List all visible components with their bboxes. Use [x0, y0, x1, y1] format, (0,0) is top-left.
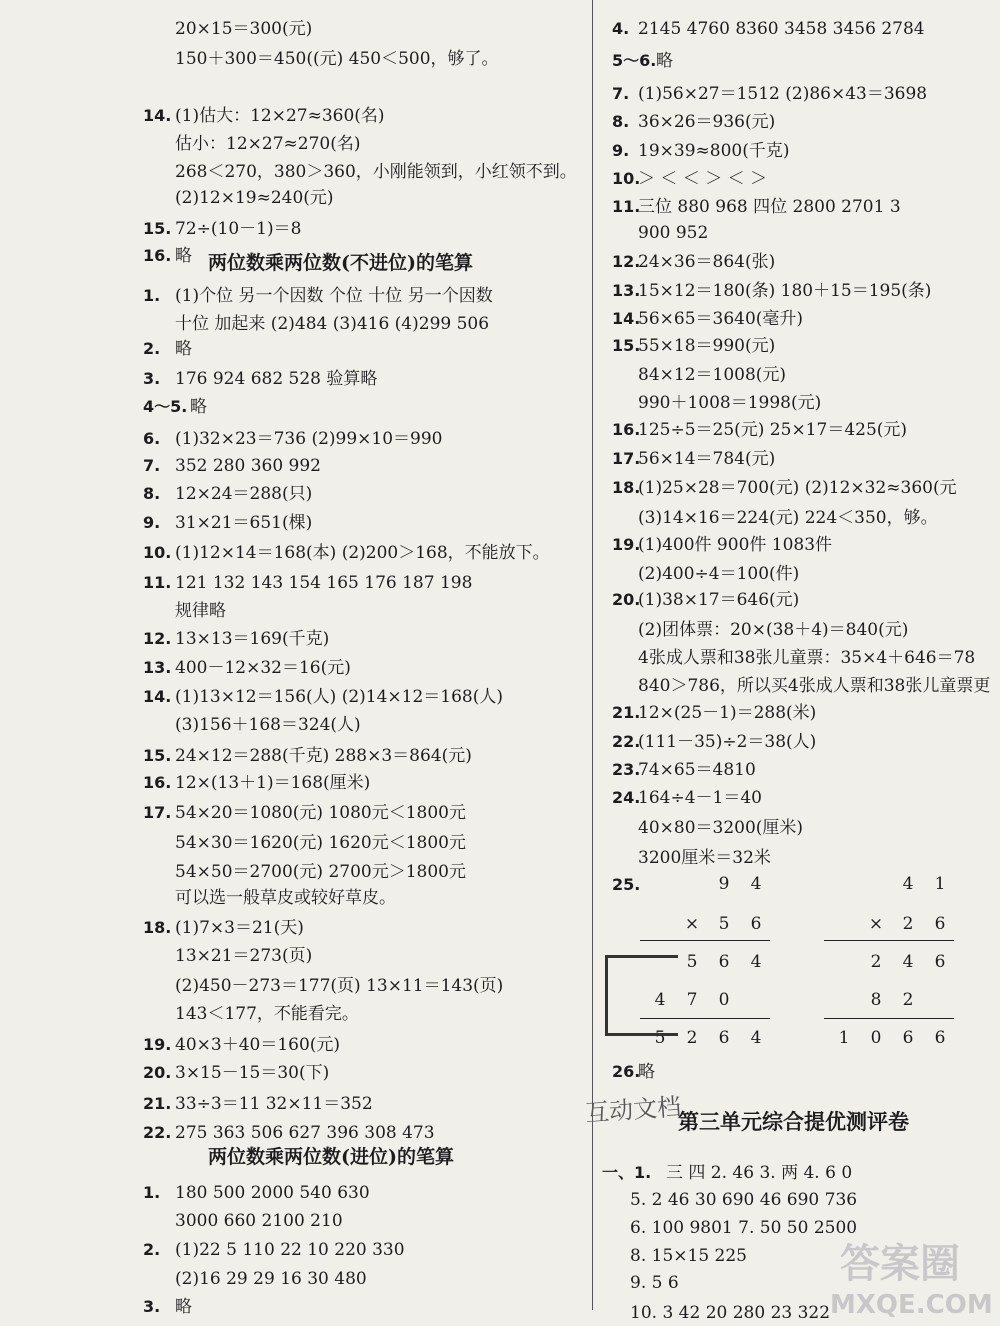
question-number: 26.: [612, 1062, 641, 1081]
answer-text: 12×(25－1)＝288(米): [638, 703, 817, 723]
digit-cell: 1: [838, 1028, 850, 1048]
question-number: 9.: [612, 141, 630, 160]
answer-text: ＞ ＜ ＜ ＞ ＜ ＞: [638, 169, 768, 189]
question-number: 21.: [143, 1094, 172, 1113]
question-number: 21.: [612, 703, 641, 722]
question-number: 19.: [143, 1035, 172, 1054]
answer-text: 56×65＝3640(毫升): [638, 309, 804, 329]
question-number: 20.: [143, 1063, 172, 1082]
answer-text: (2)450－273＝177(页) 13×11＝143(页): [175, 976, 504, 996]
digit-cell: 0: [718, 990, 730, 1010]
question-number: 12.: [612, 252, 641, 271]
digit-cell: 6: [934, 914, 946, 934]
digit-cell: 0: [870, 1028, 882, 1048]
question-number: 22.: [143, 1123, 172, 1142]
digit-cell: 4: [902, 874, 914, 894]
digit-cell: 6: [750, 914, 762, 934]
answer-text: 2145 4760 8360 3458 3456 2784: [638, 19, 925, 39]
section-heading: 第三单元综合提优测评卷: [678, 1109, 909, 1134]
question-number: 4.: [612, 19, 630, 38]
answer-text: 74×65＝4810: [638, 760, 756, 780]
digit-cell: 4: [902, 952, 914, 972]
digit-cell: 2: [686, 1028, 698, 1048]
question-number: 2.: [143, 339, 161, 358]
question-number: 23.: [612, 760, 641, 779]
answer-text: 三 四 2. 46 3. 两 4. 6 0: [666, 1163, 853, 1183]
answer-text: 31×21＝651(棵): [175, 513, 313, 533]
question-number: 22.: [612, 732, 641, 751]
answer-text: 略: [175, 339, 192, 359]
answer-text: 略: [656, 51, 673, 71]
answer-text: 33÷3＝11 32×11＝352: [175, 1094, 373, 1114]
answer-text: 24×36＝864(张): [638, 252, 776, 272]
answer-text: (111－35)÷2＝38(人): [638, 732, 817, 752]
question-number: 14.: [143, 687, 172, 706]
answer-text: (1)32×23＝736 (2)99×10＝990: [175, 429, 443, 449]
question-number: 16.: [612, 420, 641, 439]
question-number: 11.: [612, 197, 641, 216]
answer-text: (1)56×27＝1512 (2)86×43＝3698: [638, 84, 928, 104]
digit-cell: 6: [934, 952, 946, 972]
question-number: 16.: [143, 246, 172, 265]
digit-cell: 4: [750, 874, 762, 894]
question-number: 6.: [143, 429, 161, 448]
answer-text: 20×15＝300(元): [175, 19, 313, 39]
answer-text: 3200厘米＝32米: [638, 848, 771, 868]
answer-text: 略: [190, 397, 207, 417]
answer-text: 40×3＋40＝160(元): [175, 1035, 341, 1055]
answer-text: 19×39≈800(千克): [638, 141, 790, 161]
answer-text: 84×12＝1008(元): [638, 365, 787, 385]
answer-text: 8. 15×15 225: [630, 1246, 747, 1266]
question-number: 7.: [143, 456, 161, 475]
answer-text: 900 952: [638, 223, 709, 243]
digit-cell: 7: [686, 990, 698, 1010]
answer-text: 176 924 682 528 验算略: [175, 369, 378, 389]
question-number: 一、1.: [602, 1163, 652, 1182]
answer-text: (1)估大：12×27≈360(名): [175, 106, 385, 126]
answer-text: 略: [638, 1062, 655, 1082]
digit-cell: 6: [718, 952, 730, 972]
question-number: 18.: [143, 918, 172, 937]
right-column: [596, 0, 1000, 1326]
question-number: 5～6.: [612, 51, 657, 70]
answer-text: (1)22 5 110 22 10 220 330: [175, 1240, 405, 1260]
answer-text: 9. 5 6: [630, 1273, 679, 1293]
answer-text: 36×26＝936(元): [638, 112, 776, 132]
answer-text: 54×20＝1080(元) 1080元＜1800元: [175, 803, 466, 823]
answer-text: 72÷(10－1)＝8: [175, 219, 302, 239]
question-number: 8.: [143, 484, 161, 503]
answer-text: 十位 加起来 (2)484 (3)416 (4)299 506: [175, 314, 490, 334]
section-heading: 两位数乘两位数(进位)的笔算: [208, 1146, 454, 1168]
digit-cell: 4: [750, 952, 762, 972]
answer-text: 15×12＝180(条) 180＋15＝195(条): [638, 281, 932, 301]
question-number: 15.: [143, 746, 172, 765]
question-number: 1.: [143, 1183, 161, 1202]
question-number: 7.: [612, 84, 630, 103]
answer-text: (2)12×19≈240(元): [175, 188, 334, 208]
answer-text: 3×15－15＝30(下): [175, 1063, 330, 1083]
answer-text: 13×13＝169(千克): [175, 629, 330, 649]
question-number: 14.: [143, 106, 172, 125]
answer-text: 可以选一般草皮或较好草皮。: [175, 888, 396, 908]
digit-cell: ×: [684, 914, 700, 934]
digit-cell: 6: [902, 1028, 914, 1048]
question-number: 18.: [612, 478, 641, 497]
question-number: 17.: [612, 449, 641, 468]
question-number: 2.: [143, 1240, 161, 1259]
digit-cell: 4: [654, 990, 666, 1010]
answer-text: 12×24＝288(只): [175, 484, 313, 504]
answer-text: 3000 660 2100 210: [175, 1211, 343, 1231]
answer-text: 略: [175, 1297, 192, 1317]
answer-text: 164÷4－1＝40: [638, 788, 762, 808]
digit-cell: 6: [934, 1028, 946, 1048]
handwritten-note: 互动文档: [584, 1092, 683, 1128]
answer-text: (1)个位 另一个因数 个位 十位 另一个因数: [175, 286, 493, 306]
answer-text: (3)14×16＝224(元) 224＜350，够。: [638, 508, 938, 528]
answer-text: 规律略: [175, 601, 226, 621]
answer-text: 54×50＝2700(元) 2700元＞1800元: [175, 862, 466, 882]
digit-cell: 6: [718, 1028, 730, 1048]
question-number: 15.: [612, 336, 641, 355]
question-number: 4～5.: [143, 397, 188, 416]
rule-line: [824, 1018, 954, 1019]
answer-text: (1)25×28＝700(元) (2)12×32≈360(元: [638, 478, 957, 498]
question-number: 3.: [143, 1297, 161, 1316]
question-number: 13.: [143, 658, 172, 677]
section-heading: 两位数乘两位数(不进位)的笔算: [208, 252, 473, 274]
answer-text: 4张成人票和38张儿童票：35×4＋646＝78: [638, 648, 976, 668]
answer-text: (2)团体票：20×(38＋4)＝840(元): [638, 620, 909, 640]
digit-cell: 5: [686, 952, 698, 972]
digit-cell: 2: [902, 914, 914, 934]
question-number: 24.: [612, 788, 641, 807]
watermark-url: MXQE.COM: [830, 1290, 993, 1320]
answer-text: 268＜270，380＞360，小刚能领到，小红领不到。: [175, 162, 577, 182]
answer-text: (1)38×17＝646(元): [638, 590, 800, 610]
digit-cell: 5: [718, 914, 730, 934]
digit-cell: 1: [934, 874, 946, 894]
handwritten-box-mark: [605, 955, 678, 1036]
answer-text: 990＋1008＝1998(元): [638, 393, 822, 413]
question-number: 15.: [143, 219, 172, 238]
question-number: 8.: [612, 112, 630, 131]
digit-cell: 2: [870, 952, 882, 972]
digit-cell: 2: [902, 990, 914, 1010]
answer-text: (1)7×3＝21(天): [175, 918, 304, 938]
rule-line: [824, 940, 954, 941]
answer-text: 275 363 506 627 396 308 473: [175, 1123, 435, 1143]
digit-cell: 4: [750, 1028, 762, 1048]
answer-text: 13×21＝273(页): [175, 946, 313, 966]
answer-text: 54×30＝1620(元) 1620元＜1800元: [175, 833, 466, 853]
answer-text: 24×12＝288(千克) 288×3＝864(元): [175, 746, 472, 766]
question-number: 12.: [143, 629, 172, 648]
answer-text: 55×18＝990(元): [638, 336, 776, 356]
answer-text: 400－12×32＝16(元): [175, 658, 351, 678]
answer-text: 143＜177，不能看完。: [175, 1004, 359, 1024]
question-number: 10.: [143, 543, 172, 562]
answer-text: 56×14＝784(元): [638, 449, 776, 469]
answer-text: (2)16 29 29 16 30 480: [175, 1269, 367, 1289]
question-number: 25.: [612, 875, 641, 894]
answer-text: (1)12×14＝168(本) (2)200＞168，不能放下。: [175, 543, 550, 563]
answer-text: 180 500 2000 540 630: [175, 1183, 370, 1203]
answer-text: (1)400件 900件 1083件: [638, 535, 833, 555]
answer-text: 三位 880 968 四位 2800 2701 3: [638, 197, 901, 217]
answer-text: (1)13×12＝156(人) (2)14×12＝168(人): [175, 687, 504, 707]
digit-cell: 5: [654, 1028, 666, 1048]
question-number: 13.: [612, 281, 641, 300]
answer-text: 估小：12×27≈270(名): [175, 134, 361, 154]
answer-text: 10. 3 42 20 280 23 322: [630, 1303, 831, 1323]
answer-text: 121 132 143 154 165 176 187 198: [175, 573, 473, 593]
question-number: 9.: [143, 513, 161, 532]
digit-cell: 8: [870, 990, 882, 1010]
answer-text: 6. 100 9801 7. 50 50 2500: [630, 1218, 858, 1238]
answer-text: 125÷5＝25(元) 25×17＝425(元): [638, 420, 908, 440]
question-number: 10.: [612, 169, 641, 188]
answer-text: 略: [175, 246, 192, 266]
answer-text: 40×80＝3200(厘米): [638, 818, 804, 838]
answer-text: 352 280 360 992: [175, 456, 322, 476]
question-number: 1.: [143, 286, 161, 305]
answer-text: (3)156＋168＝324(人): [175, 715, 361, 735]
rule-line: [640, 940, 770, 941]
question-number: 19.: [612, 535, 641, 554]
question-number: 14.: [612, 309, 641, 328]
question-number: 20.: [612, 590, 641, 609]
answer-text: 840＞786，所以买4张成人票和38张儿童票更: [638, 676, 991, 696]
question-number: 3.: [143, 369, 161, 388]
answer-text: 12×(13＋1)＝168(厘米): [175, 773, 371, 793]
answer-text: 150＋300＝450((元) 450＜500，够了。: [175, 49, 499, 69]
watermark-brand: 答案圈: [840, 1241, 960, 1287]
digit-cell: ×: [868, 914, 884, 934]
answer-text: (2)400÷4＝100(件): [638, 564, 800, 584]
question-number: 17.: [143, 803, 172, 822]
question-number: 11.: [143, 573, 172, 592]
digit-cell: 9: [718, 874, 730, 894]
question-number: 16.: [143, 773, 172, 792]
answer-text: 5. 2 46 30 690 46 690 736: [630, 1190, 858, 1210]
